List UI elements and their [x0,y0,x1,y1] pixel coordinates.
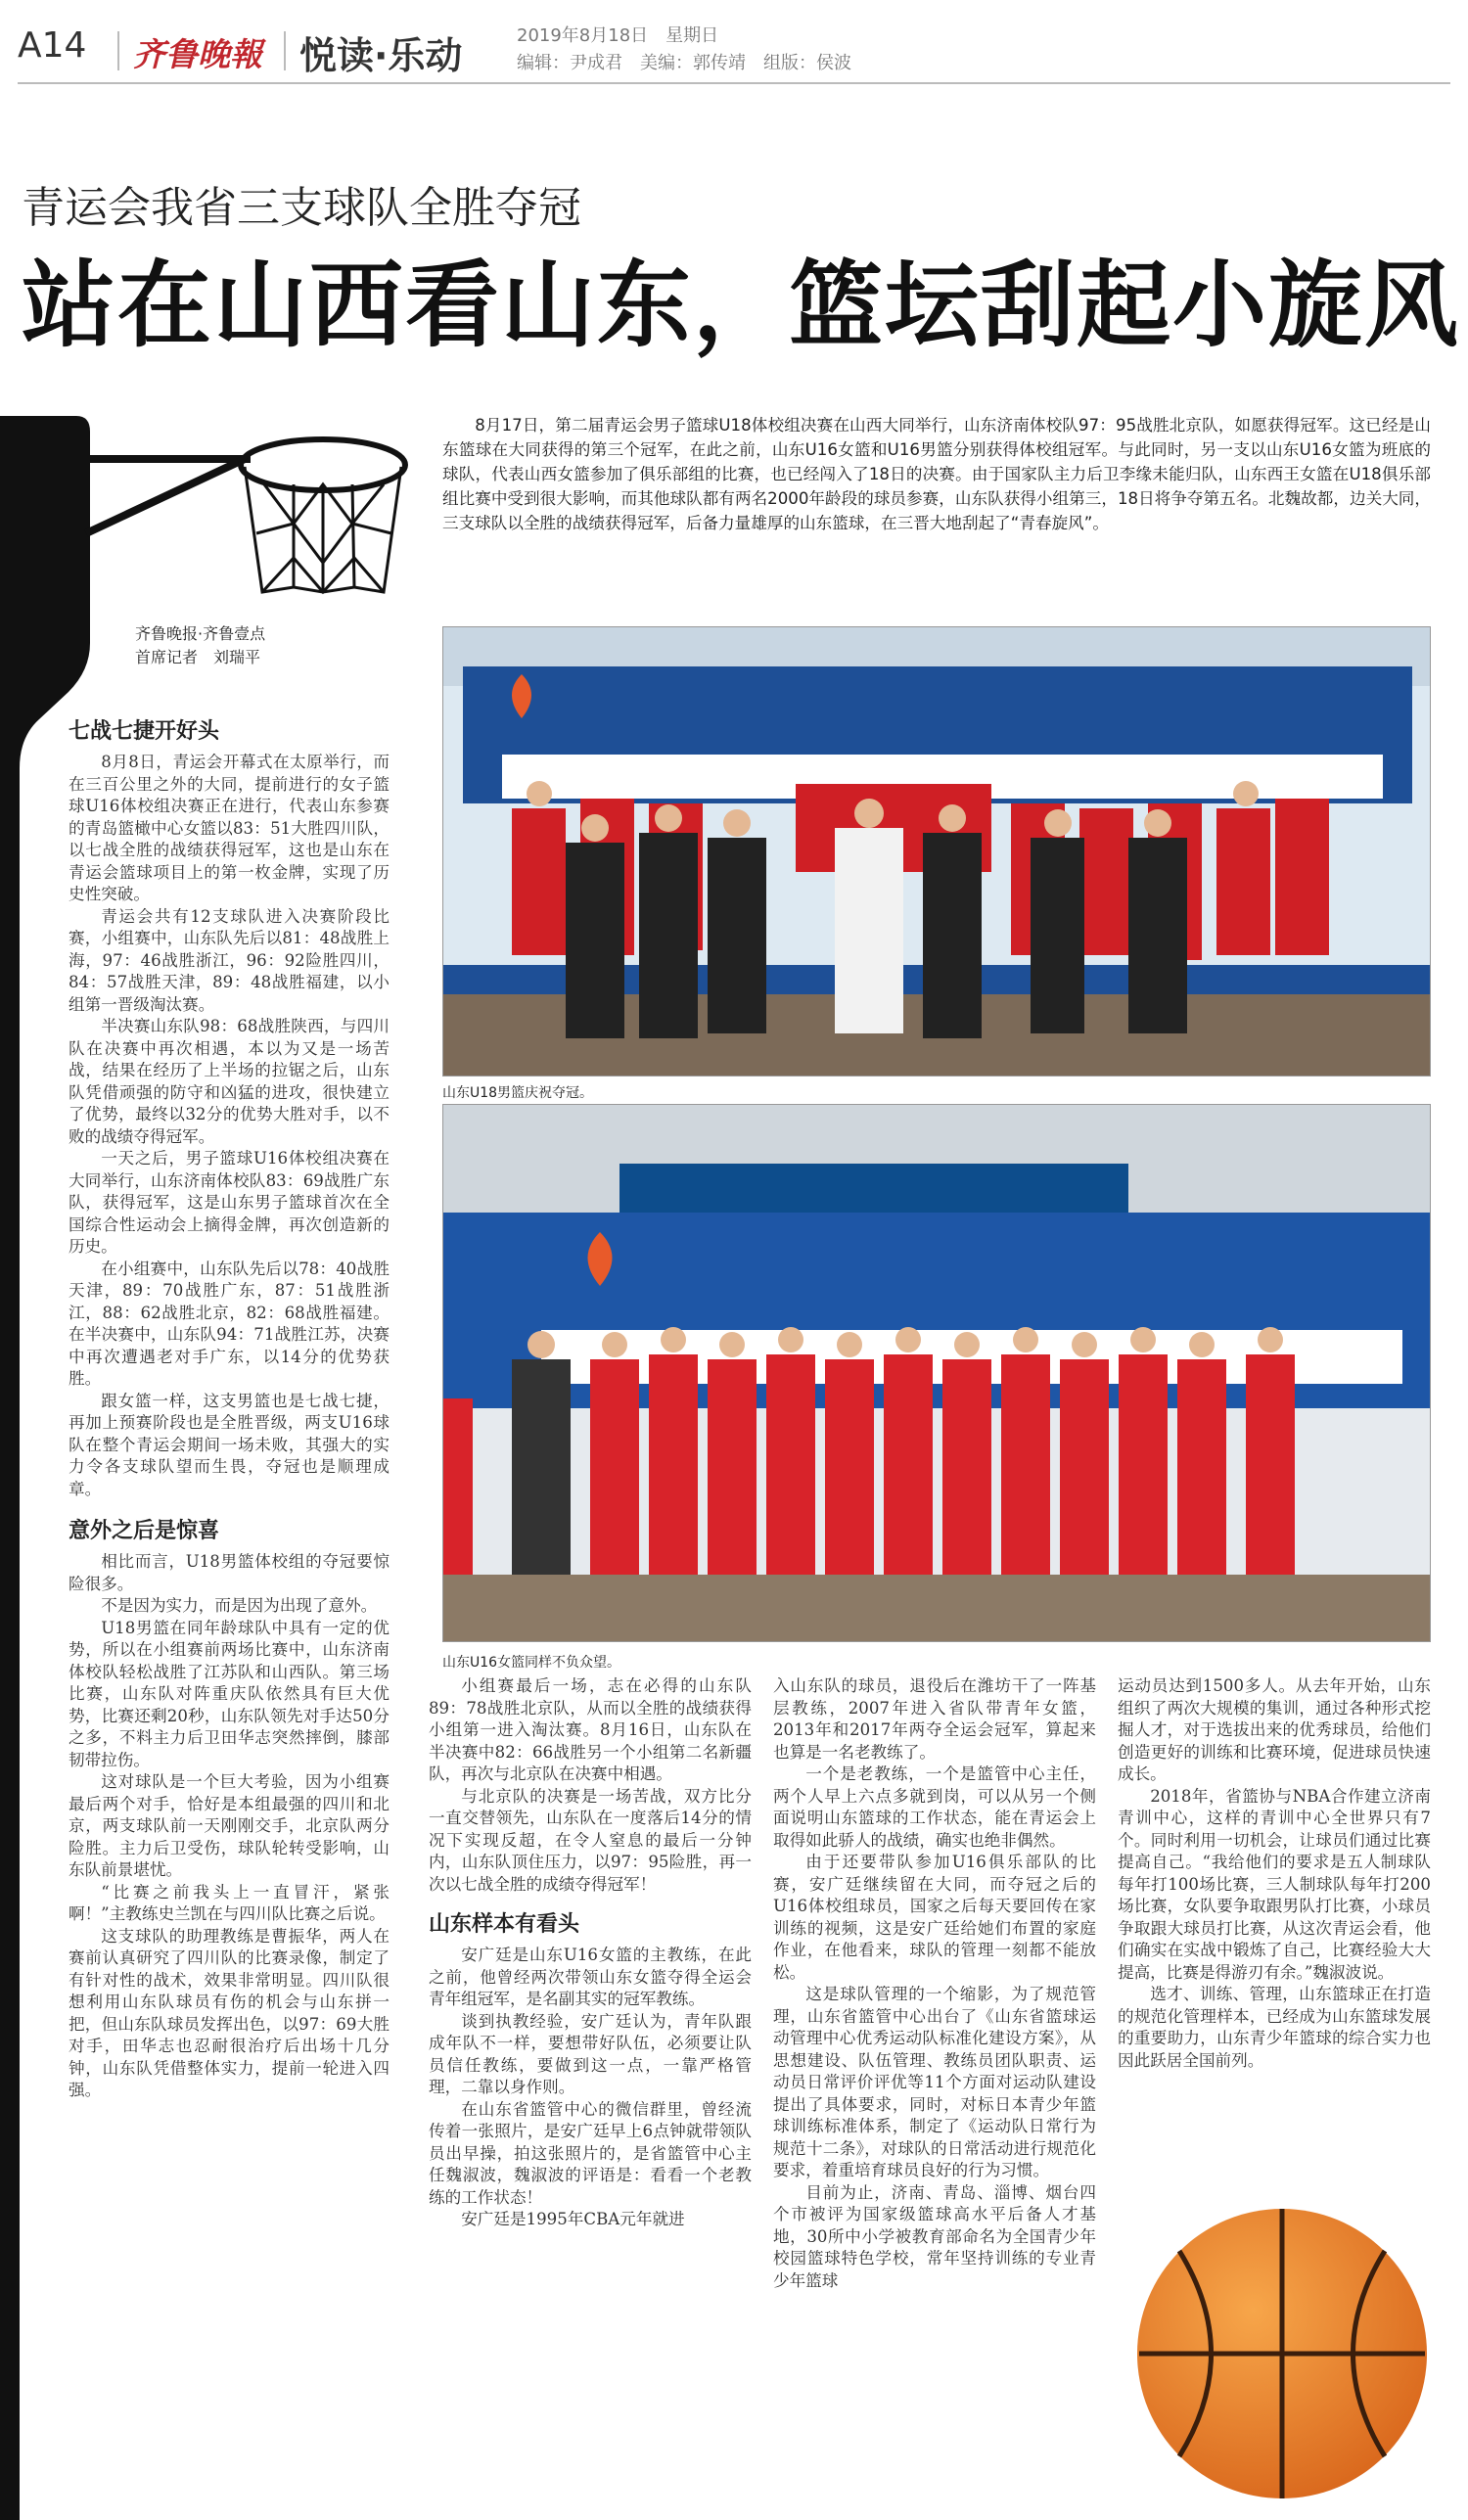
paragraph: 一个是老教练，一个是篮管中心主任，两个人早上六点多就到岗，可以从另一个侧面说明山东篮球的工作状态，能在青运会上取得如此骄人的战绩，确实也绝非偶然。 [773,1764,1096,1850]
paragraph: 2018年，省篮协与NBA合作建立济南青训中心，这样的青训中心全世界只有7个。同时利用一切机会，让球员们通过比赛提高自己。“我给他们的要求是五人制球队每年打100场比赛，三人制球队每年打200场比赛，女队要争取跟男队打比赛，小球员争取跟大球员打比赛，从这次青运会看，他们确实在实战中锻炼了自己，比赛经验大大提高，比赛是得游刃有余。”魏淑波说。 [1118,1786,1431,1982]
editors-credit: 编辑：尹成君 美编：郭传靖 组版：侯波 [517,53,851,73]
photo-caption: 山东U16女篮同样不负众望。 [442,1655,621,1671]
paragraph: 这是球队管理的一个缩影，为了规范管理，山东省篮管中心出台了《山东省篮球运动管理中心优秀运动队标准化建设方案》，从思想建设、队伍管理、教练员团队职责、运动员日常评价评优等11个方面对运动队建设提出了具体要求，同时，对标日本青少年篮球训练标准体系，制定了《运动队日常行为规范十二条》，对球队的日常活动进行规范化要求，着重培育球员良好的行为习惯。 [773,1985,1096,2179]
paragraph: 谈到执教经验，安广廷认为，青年队跟成年队不一样，要想带好队伍，必须要让队员信任教练，要做到这一点，一靠严格管理，二靠以身作则。 [429,2011,752,2096]
paragraph: U18男篮在同年龄球队中具有一定的优势，所以在小组赛前两场比赛中，山东济南体校队轻松战胜了江苏队和山西队。第三场比赛，山东队对阵重庆队依然具有巨大优势，比赛还剩20秒，山东队领先对手达50分之多，不料主力后卫田华志突然摔倒，膝部韧带拉伤。 [69,1618,390,1769]
section-heading: 七战七捷开好头 [69,719,220,744]
page-number: A14 [18,25,87,66]
paragraph: 安广廷是山东U16女篮的主教练，在此之前，他曾经两次带领山东女篮夺得全运会青年组冠军，是名副其实的冠军教练。 [429,1946,752,2008]
paragraph: 8月8日，青运会开幕式在太原举行，而在三百公里之外的大同，提前进行的女子篮球U16体校组决赛正在进行，代表山东参赛的青岛篮橄中心女篮以83：51大胜四川队，以七战全胜的战绩获得冠军，这也是山东在青运会篮球项目上的第一枚金牌，实现了历史性突破。 [69,753,390,903]
paragraph: 运动员达到1500多人。从去年开始，山东组织了两次大规模的集训，通过各种形式挖掘人才，对于选拔出来的优秀球员，给他们创造更好的训练和比赛环境，促进球员快速成长。 [1118,1676,1431,1783]
byline-outlet: 齐鲁晚报·齐鲁壹点 [135,624,266,643]
article-column-3 [773,1675,1096,2292]
paragraph: 选才、训练、管理，山东篮球正在打造的规范化管理样本，已经成为山东篮球发展的重要助力，山东青少年篮球的综合实力也因此跃居全国前列。 [1118,1985,1431,2070]
paragraph: 这对球队是一个巨大考验，因为小组赛最后两个对手，恰好是本组最强的四川和北京，两支球队前一天刚刚交手，北京队两分险胜。主力后卫受伤，球队轮转受影响，山东队前景堪忧。 [69,1772,390,1879]
paragraph: 由于还要带队参加U16俱乐部队的比赛，安广廷继续留在大同，而夺冠之后的U16体校组球员，国家之后每天要回传在家训练的视频，这是安广廷给她们布置的家庭作业，在他看来，球队的管理一刻都不能放松。 [773,1853,1096,1982]
paragraph: 目前为止，济南、青岛、淄博、烟台四个市被评为国家级篮球高水平后备人才基地，30所中小学被教育部命名为全国青少年校园篮球特色学校，常年坚持训练的专业青少年篮球 [773,2182,1096,2290]
paragraph: 不是因为实力，而是因为出现了意外。 [101,1596,378,1615]
issue-date: 2019年8月18日 星期日 [517,25,719,46]
paragraph: “比赛之前我头上一直冒汗，紧张啊！”主教练史兰凯在与四川队比赛之后说。 [69,1882,390,1923]
byline [135,622,265,669]
photo-u16-girls [442,1104,1431,1642]
paragraph: 安广廷是1995年CBA元年就进 [461,2210,685,2228]
paragraph: 一天之后，男子篮球U16体校组决赛在大同举行，山东济南体校队83：69战胜广东队，获得冠军，这是山东男子篮球首次在全国综合性运动会上摘得金牌，再次创造新的历史。 [69,1149,390,1256]
byline-reporter: 首席记者 刘瑞平 [135,648,261,666]
paragraph: 半决赛山东队98：68战胜陕西，与四川队在决赛中再次相遇，本以为又是一场苦战，结果在经历了上半场的拉锯之后，山东队凭借顽强的防守和凶猛的进攻，很快建立了优势，最终以32分的优势大胜对手，以不败的战绩夺得冠军。 [69,1017,390,1146]
masthead-divider [117,31,119,70]
lead-paragraph: 8月17日，第二届青运会男子篮球U18体校组决赛在山西大同举行，山东济南体校队97：95战胜北京队，如愿获得冠军。这已经是山东篮球在大同获得的第三个冠军，在此之前，山东U16女篮和U16男篮分别获得体校组冠军。与此同时，另一支以山东U16女篮为班底的球队，代表山西女篮参加了俱乐部组的比赛，也已经闯入了18日的决赛。由于国家队主力后卫李缘未能归队，山东西王女篮在U18俱乐部组比赛中受到很大影响，而其他球队都有两名2000年龄段的球员参赛，山东队获得小组第三，18日将争夺第五名。北魏故都，边关大同，三支球队以全胜的战绩获得冠军，后备力量雄厚的山东篮球，在三晋大地刮起了“青春旋风”。 [442,416,1431,532]
main-headline: 站在山西看山东，篮坛刮起小旋风 [22,251,1460,360]
paragraph: 跟女篮一样，这支男篮也是七战七捷，再加上预赛阶段也是全胜晋级，两支U16球队在整个青运会期间一场未败，其强大的实力令各支球队望而生畏，夺冠也是顺理成章。 [69,1391,390,1498]
paragraph: 青运会共有12支球队进入决赛阶段比赛，小组赛中，山东队先后以81：48战胜上海，97：46战胜浙江，96：92险胜四川，84：57战胜天津，89：48战胜福建，以小组第一晋级淘汰赛。 [69,906,390,1014]
article-column-1 [69,712,390,2102]
section-title: 悦读·乐动 [299,34,463,77]
photo-caption: 山东U18男篮庆祝夺冠。 [442,1085,594,1101]
paragraph: 在小组赛中，山东队先后以78：40战胜天津，89：70战胜广东，87：51战胜浙江，88：62战胜北京，82：68战胜福建。在半决赛中，山东队94：71战胜江苏，决赛中再次遭遇老对手广东，以14分的优势获胜。 [69,1259,390,1388]
paragraph: 在山东省篮管中心的微信群里，曾经流传着一张照片，是安广廷早上6点钟就带领队员出早操，拍这张照片的，是省篮管中心主任魏淑波，魏淑波的评语是：看看一个老教练的工作状态！ [429,2099,752,2207]
masthead [18,18,1450,78]
paragraph: 相比而言，U18男篮体校组的夺冠要惊险很多。 [69,1552,390,1593]
masthead-rule [18,82,1450,84]
paragraph: 小组赛最后一场，志在必得的山东队89：78战胜北京队，从而以全胜的战绩获得小组第一进入淘汰赛。8月16日，山东队在半决赛中82：66战胜另一个小组第二名新疆队，再次与北京队在决赛中相遇。 [429,1676,752,1783]
photo-u18-boys [442,626,1431,1077]
article-column-2 [429,1675,752,2231]
paper-logo: 齐鲁晚報 [133,35,262,73]
section-heading: 意外之后是惊喜 [69,1519,220,1543]
article-column-4 [1118,1675,1431,2072]
section-heading: 山东样本有看头 [429,1912,580,1937]
paragraph: 入山东队的球员，退役后在潍坊干了一阵基层教练，2007年进入省队带青年女篮，2013年和2017年两夺全运会冠军，算起来也算是一名老教练了。 [773,1676,1096,1762]
masthead-divider [284,31,286,70]
paragraph: 与北京队的决赛是一场苦战，双方比分一直交替领先，山东队在一度落后14分的情况下实现反超，在令人窒息的最后一分钟内，山东队顶住压力，以97：95险胜，再一次以七战全胜的成绩夺得冠军！ [429,1786,752,1894]
paragraph: 这支球队的助理教练是曹振华，两人在赛前认真研究了四川队的比赛录像，制定了有针对性的战术，效果非常明显。四川队很想利用山东队球员有伤的机会与山东拼一把，但山东队球员发挥出色，以97：69大胜对手，田华志也忍耐很治疗后出场十几分钟，山东队凭借整体实力，提前一轮进入四强。 [69,1926,390,2099]
kicker-headline: 青运会我省三支球队全胜夺冠 [22,183,581,233]
basketball-icon [1135,2177,1429,2500]
